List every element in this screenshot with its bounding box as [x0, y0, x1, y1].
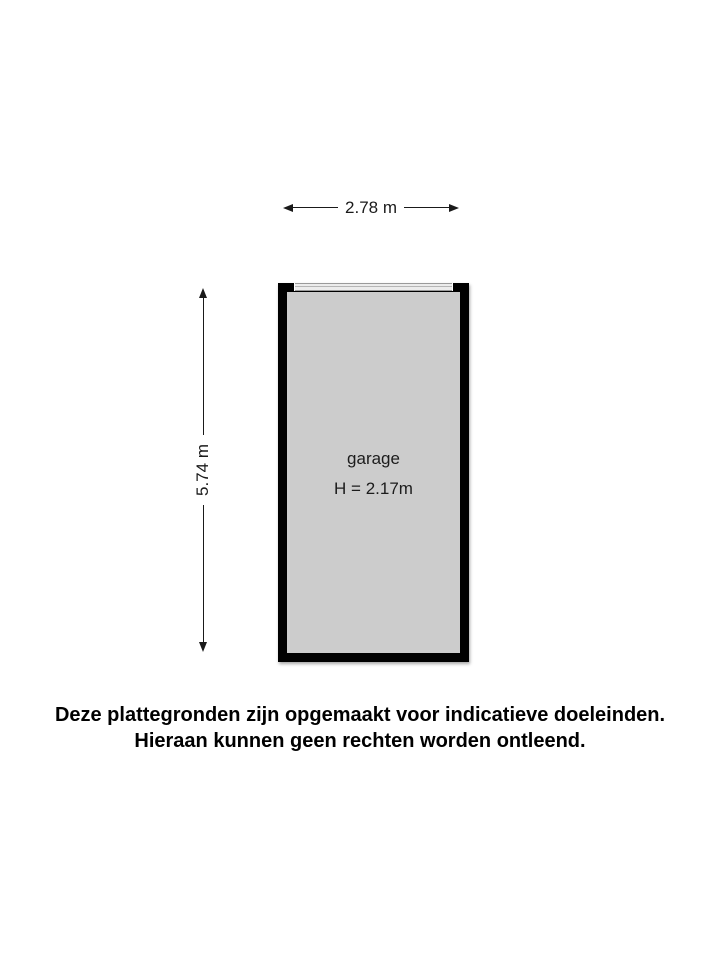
disclaimer-line-2: Hieraan kunnen geen rechten worden ontleend. — [134, 730, 586, 752]
disclaimer-line-1: Deze plattegronden zijn opgemaakt voor indicatieve doeleinden. — [54, 704, 666, 726]
room-name-label: garage — [347, 449, 400, 468]
room-ceiling-height-label: H = 2.17m — [334, 479, 413, 498]
arrow-up-icon — [199, 288, 207, 298]
arrow-left-icon — [283, 204, 293, 212]
dimension-line — [293, 207, 338, 208]
height-dimension — [190, 288, 216, 652]
room-labels — [287, 450, 460, 498]
arrow-down-icon — [199, 642, 207, 652]
arrow-right-icon — [449, 204, 459, 212]
width-dimension — [283, 199, 459, 216]
room-garage — [278, 283, 469, 662]
height-dimension-label-wrap — [190, 435, 216, 505]
height-dimension-label: 5.74 m — [193, 444, 213, 496]
garage-door-icon — [294, 283, 453, 291]
disclaimer — [0, 702, 720, 754]
width-dimension-label: 2.78 m — [345, 198, 397, 217]
dimension-line — [404, 207, 449, 208]
dimension-line — [203, 505, 204, 642]
dimension-line — [203, 298, 204, 435]
